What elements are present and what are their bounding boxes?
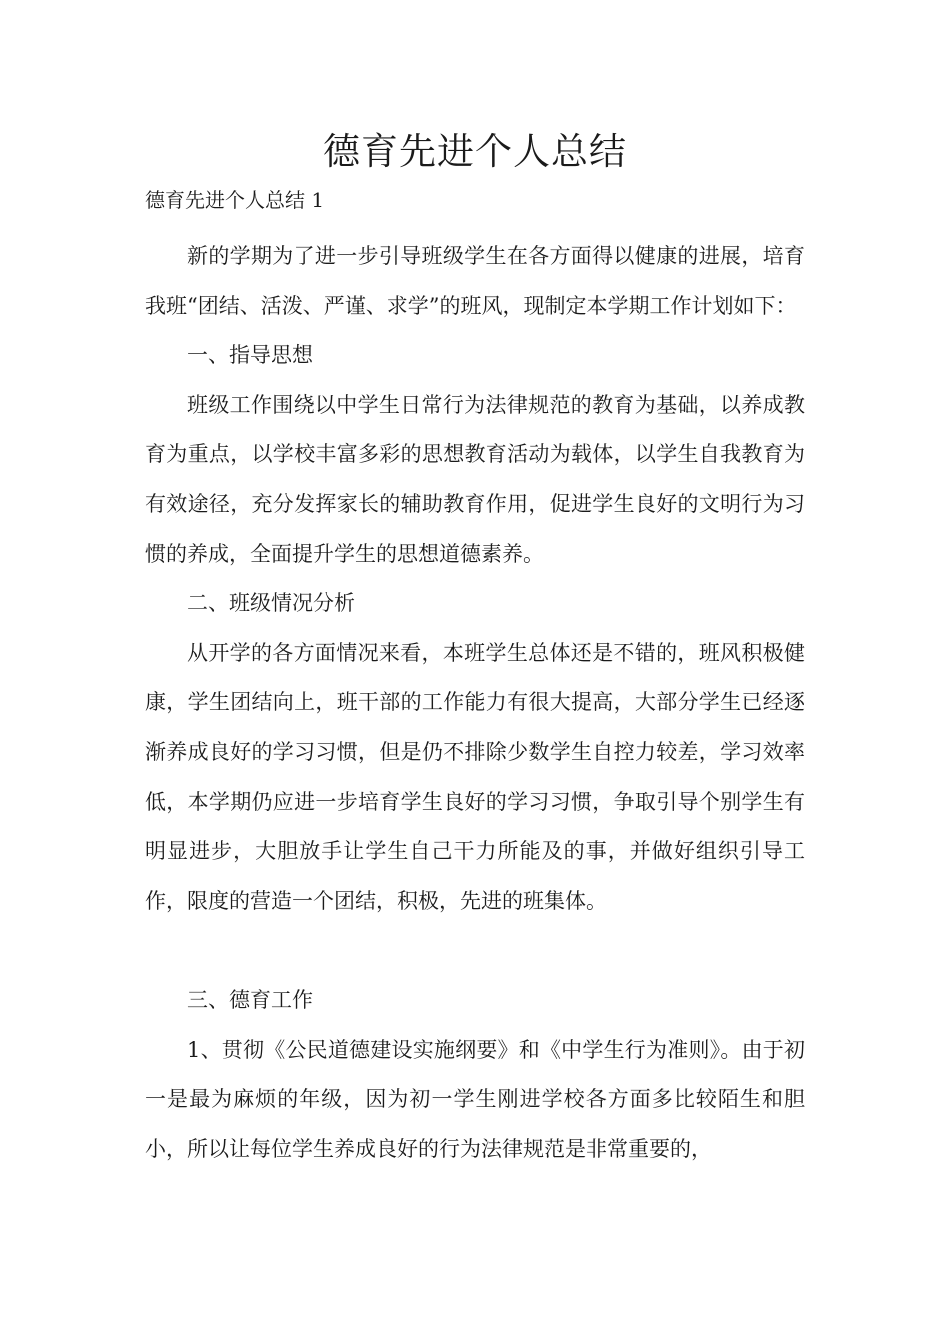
section-heading-class-analysis: 二、班级情况分析 (187, 591, 355, 616)
document-subtitle: 德育先进个人总结 1 (145, 188, 325, 212)
class-analysis-paragraph: 从开学的各方面情况来看，本班学生总体还是不错的，班风积极健康，学生团结向上，班干部的工作能力有很大提高，大部分学生已经逐渐养成良好的学习习惯，但是仍不排除少数学生自控力较差，学习效率低，本学期仍应进一步培育学生良好的学习习惯，争取引导个别学生有明显进步，大胆放手让学生自己干力所能及的事，并做好组织引导工作，限度的营造一个团结，积极，先进的班集体。 (145, 640, 805, 913)
moral-work-paragraph: 1、贯彻《公民道德建设实施纲要》和《中学生行为准则》。由于初一是最为麻烦的年级，因为初一学生刚进学校各方面多比较陌生和胆小，所以让每位学生养成良好的行为法律规范是非常重要的， (145, 1037, 805, 1161)
section-heading-moral-work: 三、德育工作 (187, 987, 313, 1012)
guiding-thought-paragraph: 班级工作围绕以中学生日常行为法律规范的教育为基础，以养成教育为重点，以学校丰富多彩的思想教育活动为载体，以学生自我教育为有效途径，充分发挥家长的辅助教育作用，促进学生良好的文明行为习惯的养成，全面提升学生的思想道德素养。 (145, 392, 805, 566)
document-title: 德育先进个人总结 (323, 130, 627, 173)
document-body (145, 232, 805, 1174)
section-heading-guiding-thought: 一、指导思想 (187, 343, 313, 368)
intro-paragraph: 新的学期为了进一步引导班级学生在各方面得以健康的进展，培育我班“团结、活泼、严谨、求学”的班风，现制定本学期工作计划如下： (145, 244, 805, 318)
blank-line (145, 926, 805, 976)
